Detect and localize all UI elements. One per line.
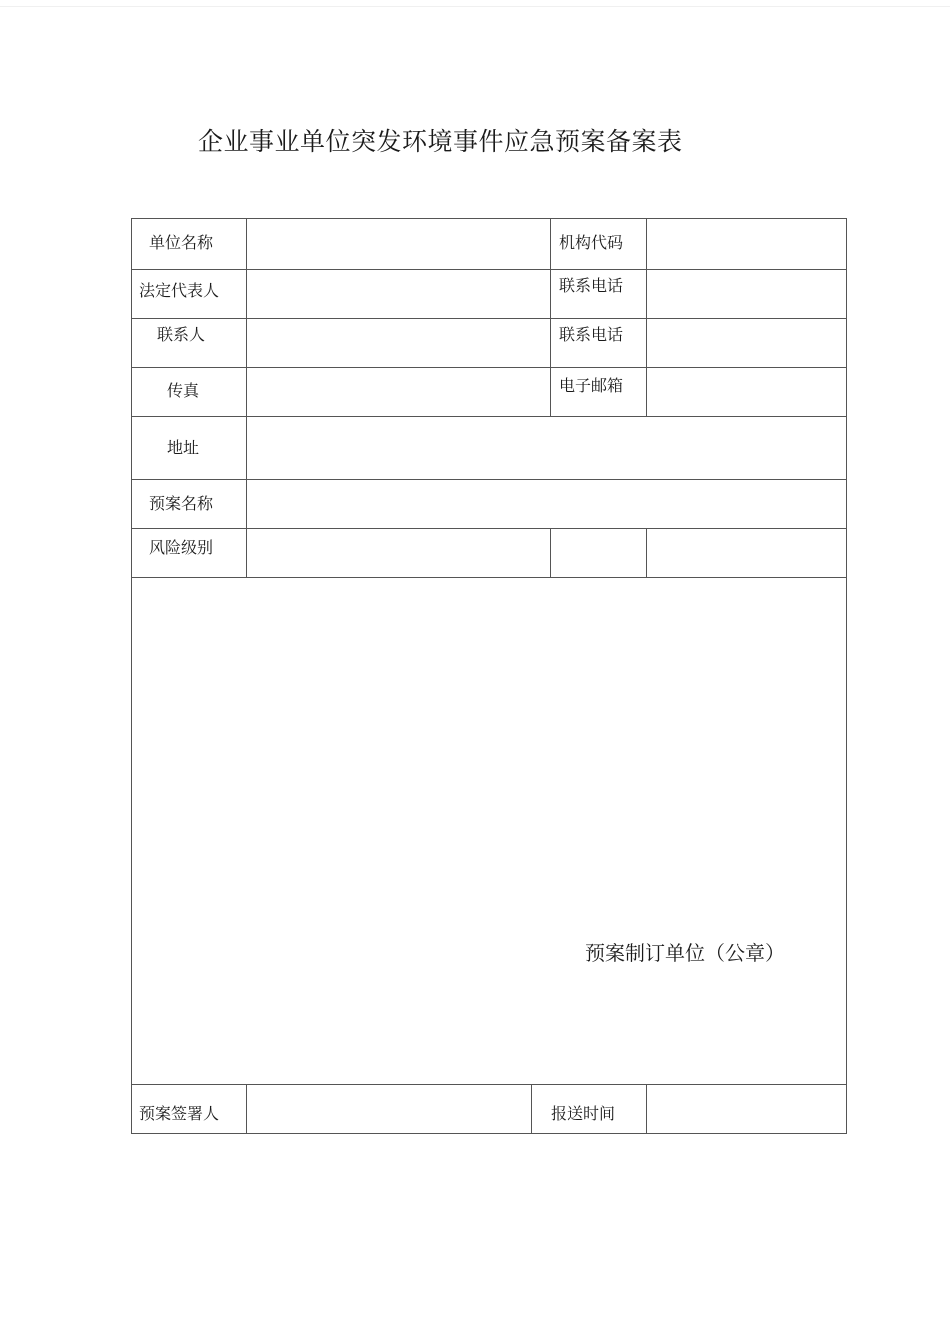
email-field[interactable] bbox=[647, 368, 846, 416]
address-label: 地址 bbox=[167, 438, 200, 457]
signer-label: 预案签署人 bbox=[139, 1104, 220, 1123]
unit-name-field[interactable] bbox=[247, 219, 550, 269]
risk-level-field-1[interactable] bbox=[247, 529, 550, 577]
col-divider bbox=[531, 1084, 532, 1133]
fax-field[interactable] bbox=[247, 368, 550, 416]
risk-level-field-2[interactable] bbox=[551, 529, 646, 577]
contact-phone-field[interactable] bbox=[647, 319, 846, 367]
phone-label: 联系电话 bbox=[559, 276, 624, 295]
submit-time-field[interactable] bbox=[647, 1085, 846, 1133]
legal-rep-field[interactable] bbox=[247, 270, 550, 318]
phone-field[interactable] bbox=[647, 270, 846, 318]
stamp-area[interactable] bbox=[132, 578, 846, 1084]
filing-form-table bbox=[131, 218, 847, 1134]
risk-level-field-3[interactable] bbox=[647, 529, 846, 577]
contact-label: 联系人 bbox=[157, 325, 206, 344]
risk-level-label: 风险级别 bbox=[149, 538, 214, 557]
plan-name-label: 预案名称 bbox=[149, 494, 214, 513]
form-title: 企业事业单位突发环境事件应急预案备案表 bbox=[198, 127, 683, 156]
legal-rep-label: 法定代表人 bbox=[139, 281, 220, 300]
fax-label: 传真 bbox=[167, 381, 200, 400]
plan-name-field[interactable] bbox=[247, 480, 846, 528]
unit-name-label: 单位名称 bbox=[149, 233, 214, 252]
address-field[interactable] bbox=[247, 417, 846, 479]
signer-field[interactable] bbox=[247, 1085, 531, 1133]
page-top-rule bbox=[0, 6, 950, 7]
email-label: 电子邮箱 bbox=[559, 376, 624, 395]
org-code-label: 机构代码 bbox=[559, 233, 624, 252]
org-code-field[interactable] bbox=[647, 219, 846, 269]
stamp-caption: 预案制订单位（公章） bbox=[585, 941, 785, 965]
col-divider bbox=[550, 219, 551, 416]
submit-time-label: 报送时间 bbox=[551, 1104, 616, 1123]
contact-phone-label: 联系电话 bbox=[559, 325, 624, 344]
contact-field[interactable] bbox=[247, 319, 550, 367]
